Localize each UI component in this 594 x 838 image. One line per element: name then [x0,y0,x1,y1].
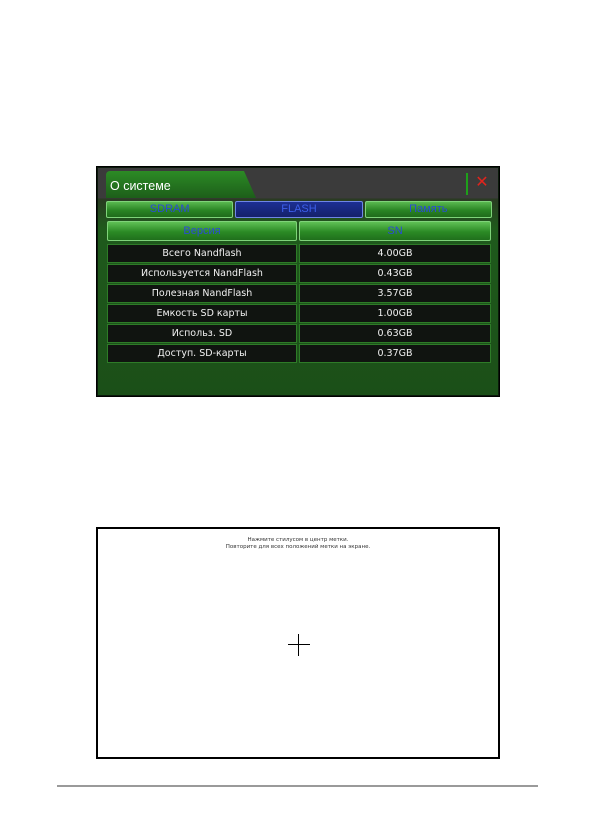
calibration-instruction: Нажмите стилусом в центр метки. [247,537,349,543]
table-header [107,221,491,241]
crosshair-vertical-line [298,634,299,656]
dialog-title: О системе [110,179,171,193]
title-separator [466,173,468,195]
calibration-instruction-repeat: Повторите для всех положений метки на экране. [225,544,371,550]
about-dialog-screenshot [96,166,500,397]
version-button[interactable]: Версия [107,221,297,241]
dialog-titlebar [98,168,498,198]
row-value: 3.57GB [299,284,491,303]
table-row [107,344,491,363]
row-value: 0.43GB [299,264,491,283]
row-value: 0.37GB [299,344,491,363]
tab-sdram[interactable]: SDRAM [106,201,233,218]
table-row [107,304,491,323]
row-label: Доступ. SD-карты [107,344,297,363]
row-label: Емкость SD карты [107,304,297,323]
tab-flash[interactable]: FLASH [235,201,362,218]
footer-divider [57,785,538,787]
row-value: 0.63GB [299,324,491,343]
close-icon[interactable]: ✕ [475,172,489,191]
row-label: Используется NandFlash [107,264,297,283]
sn-button[interactable]: SN [299,221,491,241]
row-label: Использ. SD [107,324,297,343]
tab-memory[interactable]: Память [365,201,492,218]
tab-bar [106,201,492,218]
dialog-body [98,168,498,395]
row-label: Всего Nandflash [107,244,297,263]
table-row [107,244,491,263]
row-value: 1.00GB [299,304,491,323]
table-row [107,264,491,283]
table-row [107,284,491,303]
crosshair-icon[interactable] [288,634,310,656]
table-row [107,324,491,343]
calibration-screen[interactable] [96,527,500,759]
row-value: 4.00GB [299,244,491,263]
crosshair-horizontal-line [288,644,310,645]
info-table [107,244,491,364]
row-label: Полезная NandFlash [107,284,297,303]
